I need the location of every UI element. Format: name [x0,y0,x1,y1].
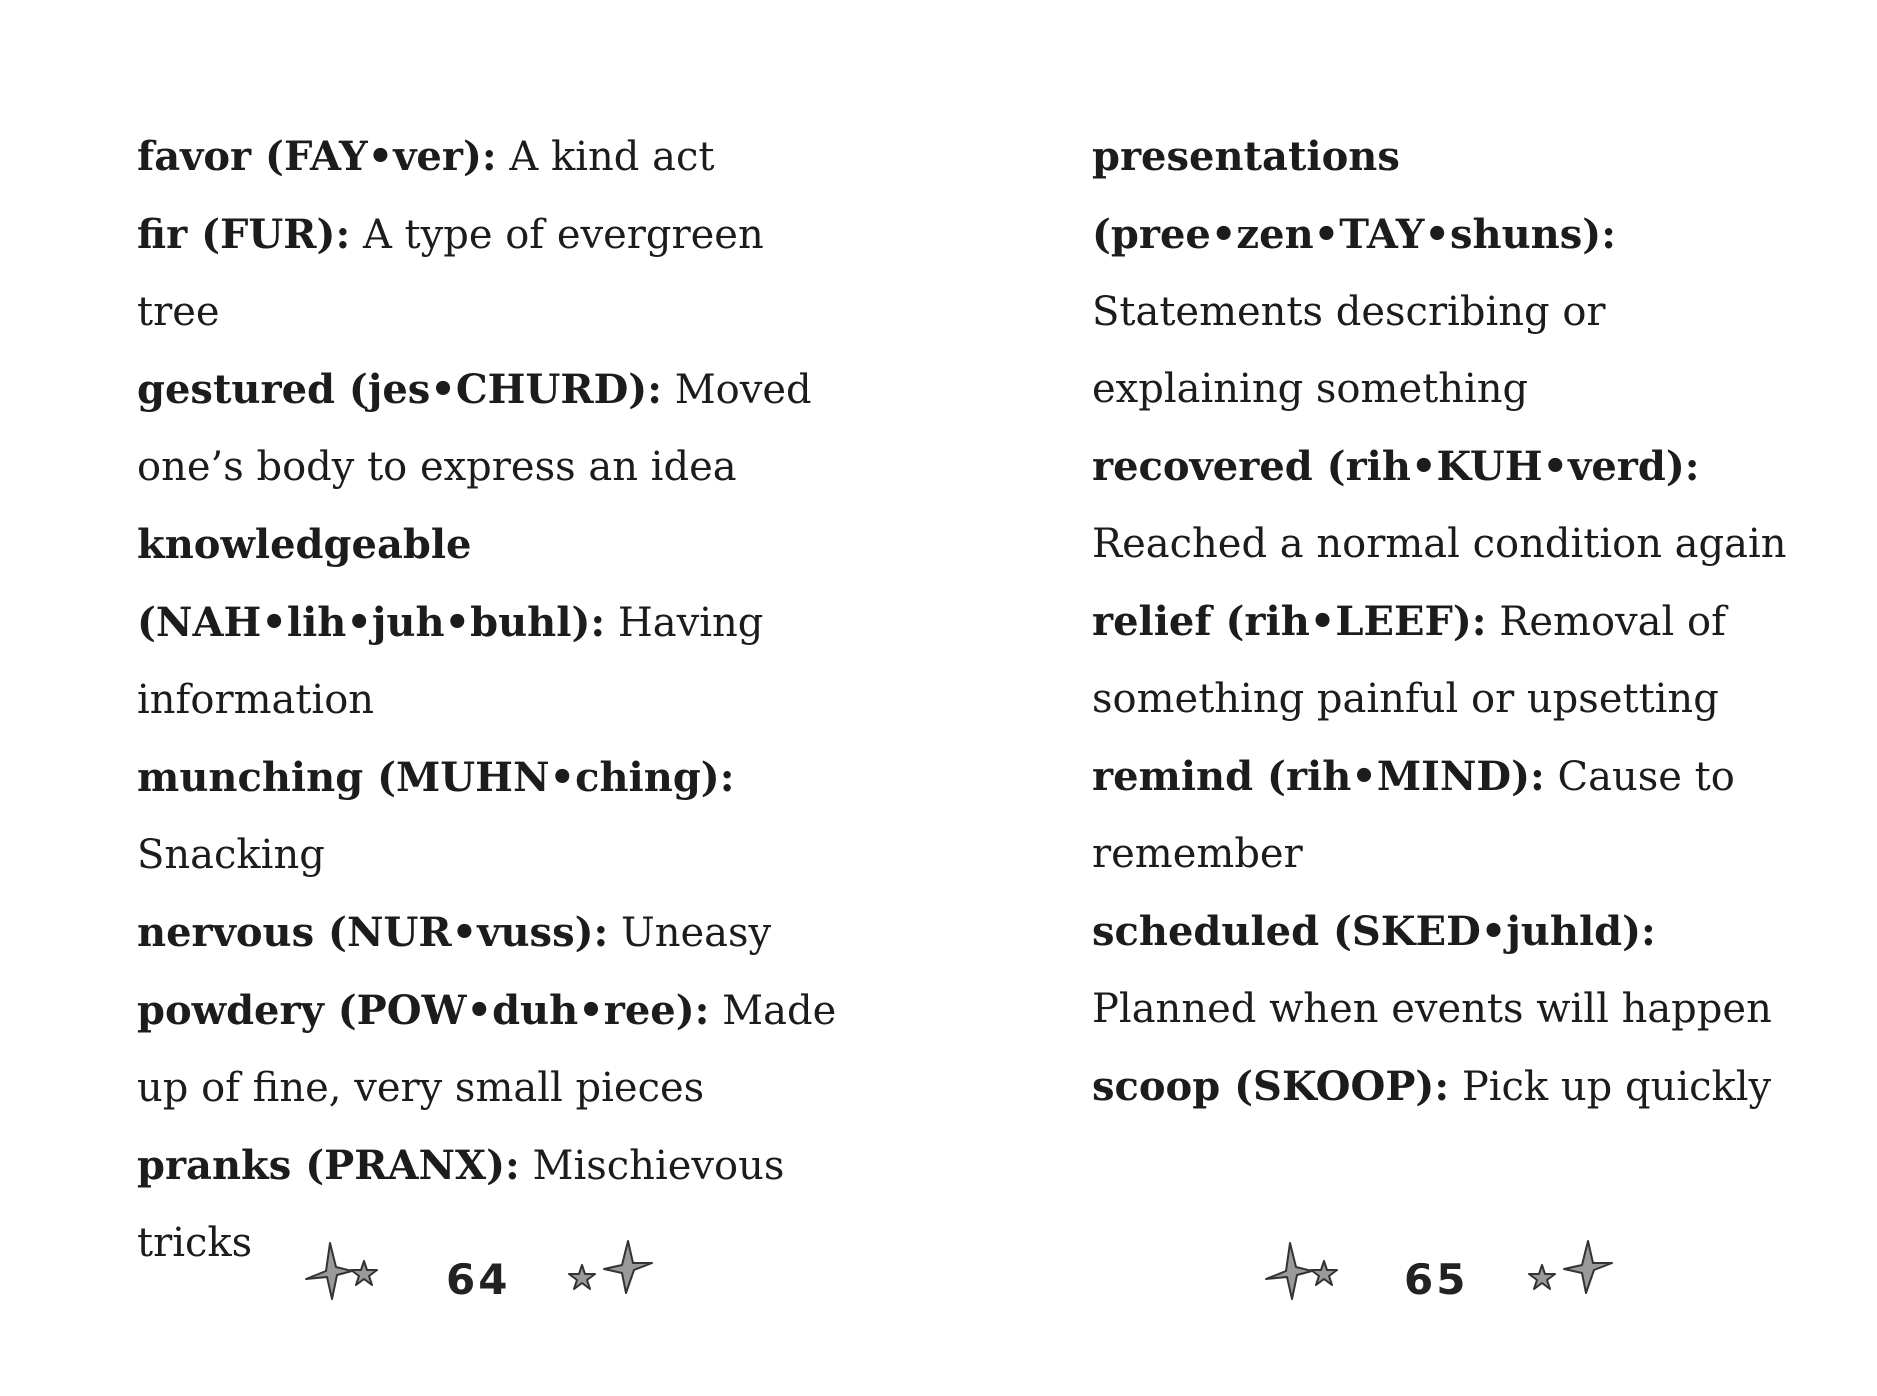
glossary-entry [1092,738,1812,893]
glossary-term: fir (FUR): [137,211,351,258]
glossary-definition: Mischievous tricks [137,1143,785,1266]
glossary-column-right [1092,118,1812,1126]
sparkle-star-icon [560,1237,670,1307]
glossary-definition: A type of evergreen tree [137,212,764,335]
glossary-definition: Moved one’s body to express an idea [137,367,812,490]
glossary-definition: A kind act [509,134,715,180]
glossary-definition: Pick up quickly [1461,1064,1772,1110]
glossary-entry [137,972,857,1127]
glossary-entry [137,739,857,894]
glossary-term: powdery (POW•duh•ree): [137,987,710,1034]
sparkle-star-icon [1520,1237,1630,1307]
glossary-term: pranks (PRANX): [137,1142,520,1189]
glossary-term: scheduled (SKED•juhld): [1092,908,1656,955]
glossary-definition: Having information [137,600,764,723]
glossary-entry [137,196,857,351]
glossary-entry [137,351,857,506]
glossary-term: gestured (jes•CHURD): [137,366,662,413]
glossary-term: relief (rih•LEEF): [1092,598,1487,645]
glossary-definition: Uneasy [621,910,772,956]
glossary-term: knowledgeable (NAH•lih•juh•buhl): [137,521,606,646]
glossary-entry [137,118,857,196]
page-footer [0,1237,938,1307]
glossary-definition: Planned when events will happen [1092,986,1772,1032]
glossary-term: scoop (SKOOP): [1092,1063,1450,1110]
right-page [938,0,1876,1396]
glossary-entry [1092,118,1812,428]
page-number: 64 [446,1255,511,1304]
glossary-entry [137,894,857,972]
glossary-term: munching (MUHN•ching): [137,754,735,801]
glossary-entry [1092,428,1812,583]
glossary-definition: Reached a normal condition again [1092,521,1787,567]
glossary-entry [1092,583,1812,738]
sparkle-star-icon [300,1237,410,1307]
glossary-definition: Statements describing or explaining something [1092,289,1606,412]
glossary-definition: Snacking [137,832,325,878]
page-footer [938,1237,1876,1307]
glossary-term: favor (FAY•ver): [137,133,497,180]
glossary-definition: Cause to remember [1092,754,1735,877]
glossary-term: recovered (rih•KUH•verd): [1092,443,1700,490]
glossary-definition: Made up of fine, very small pieces [137,988,837,1111]
glossary-term: presentations (pree•zen•TAY•shuns): [1092,133,1616,258]
glossary-definition: Removal of something painful or upsetting [1092,599,1726,722]
page-number: 65 [1404,1255,1469,1304]
glossary-entry [1092,1048,1812,1126]
glossary-column-left [137,118,857,1282]
sparkle-star-icon [1260,1237,1370,1307]
left-page [0,0,938,1396]
glossary-entry [1092,893,1812,1048]
glossary-entry [137,506,857,739]
glossary-term: nervous (NUR•vuss): [137,909,609,956]
glossary-term: remind (rih•MIND): [1092,753,1545,800]
